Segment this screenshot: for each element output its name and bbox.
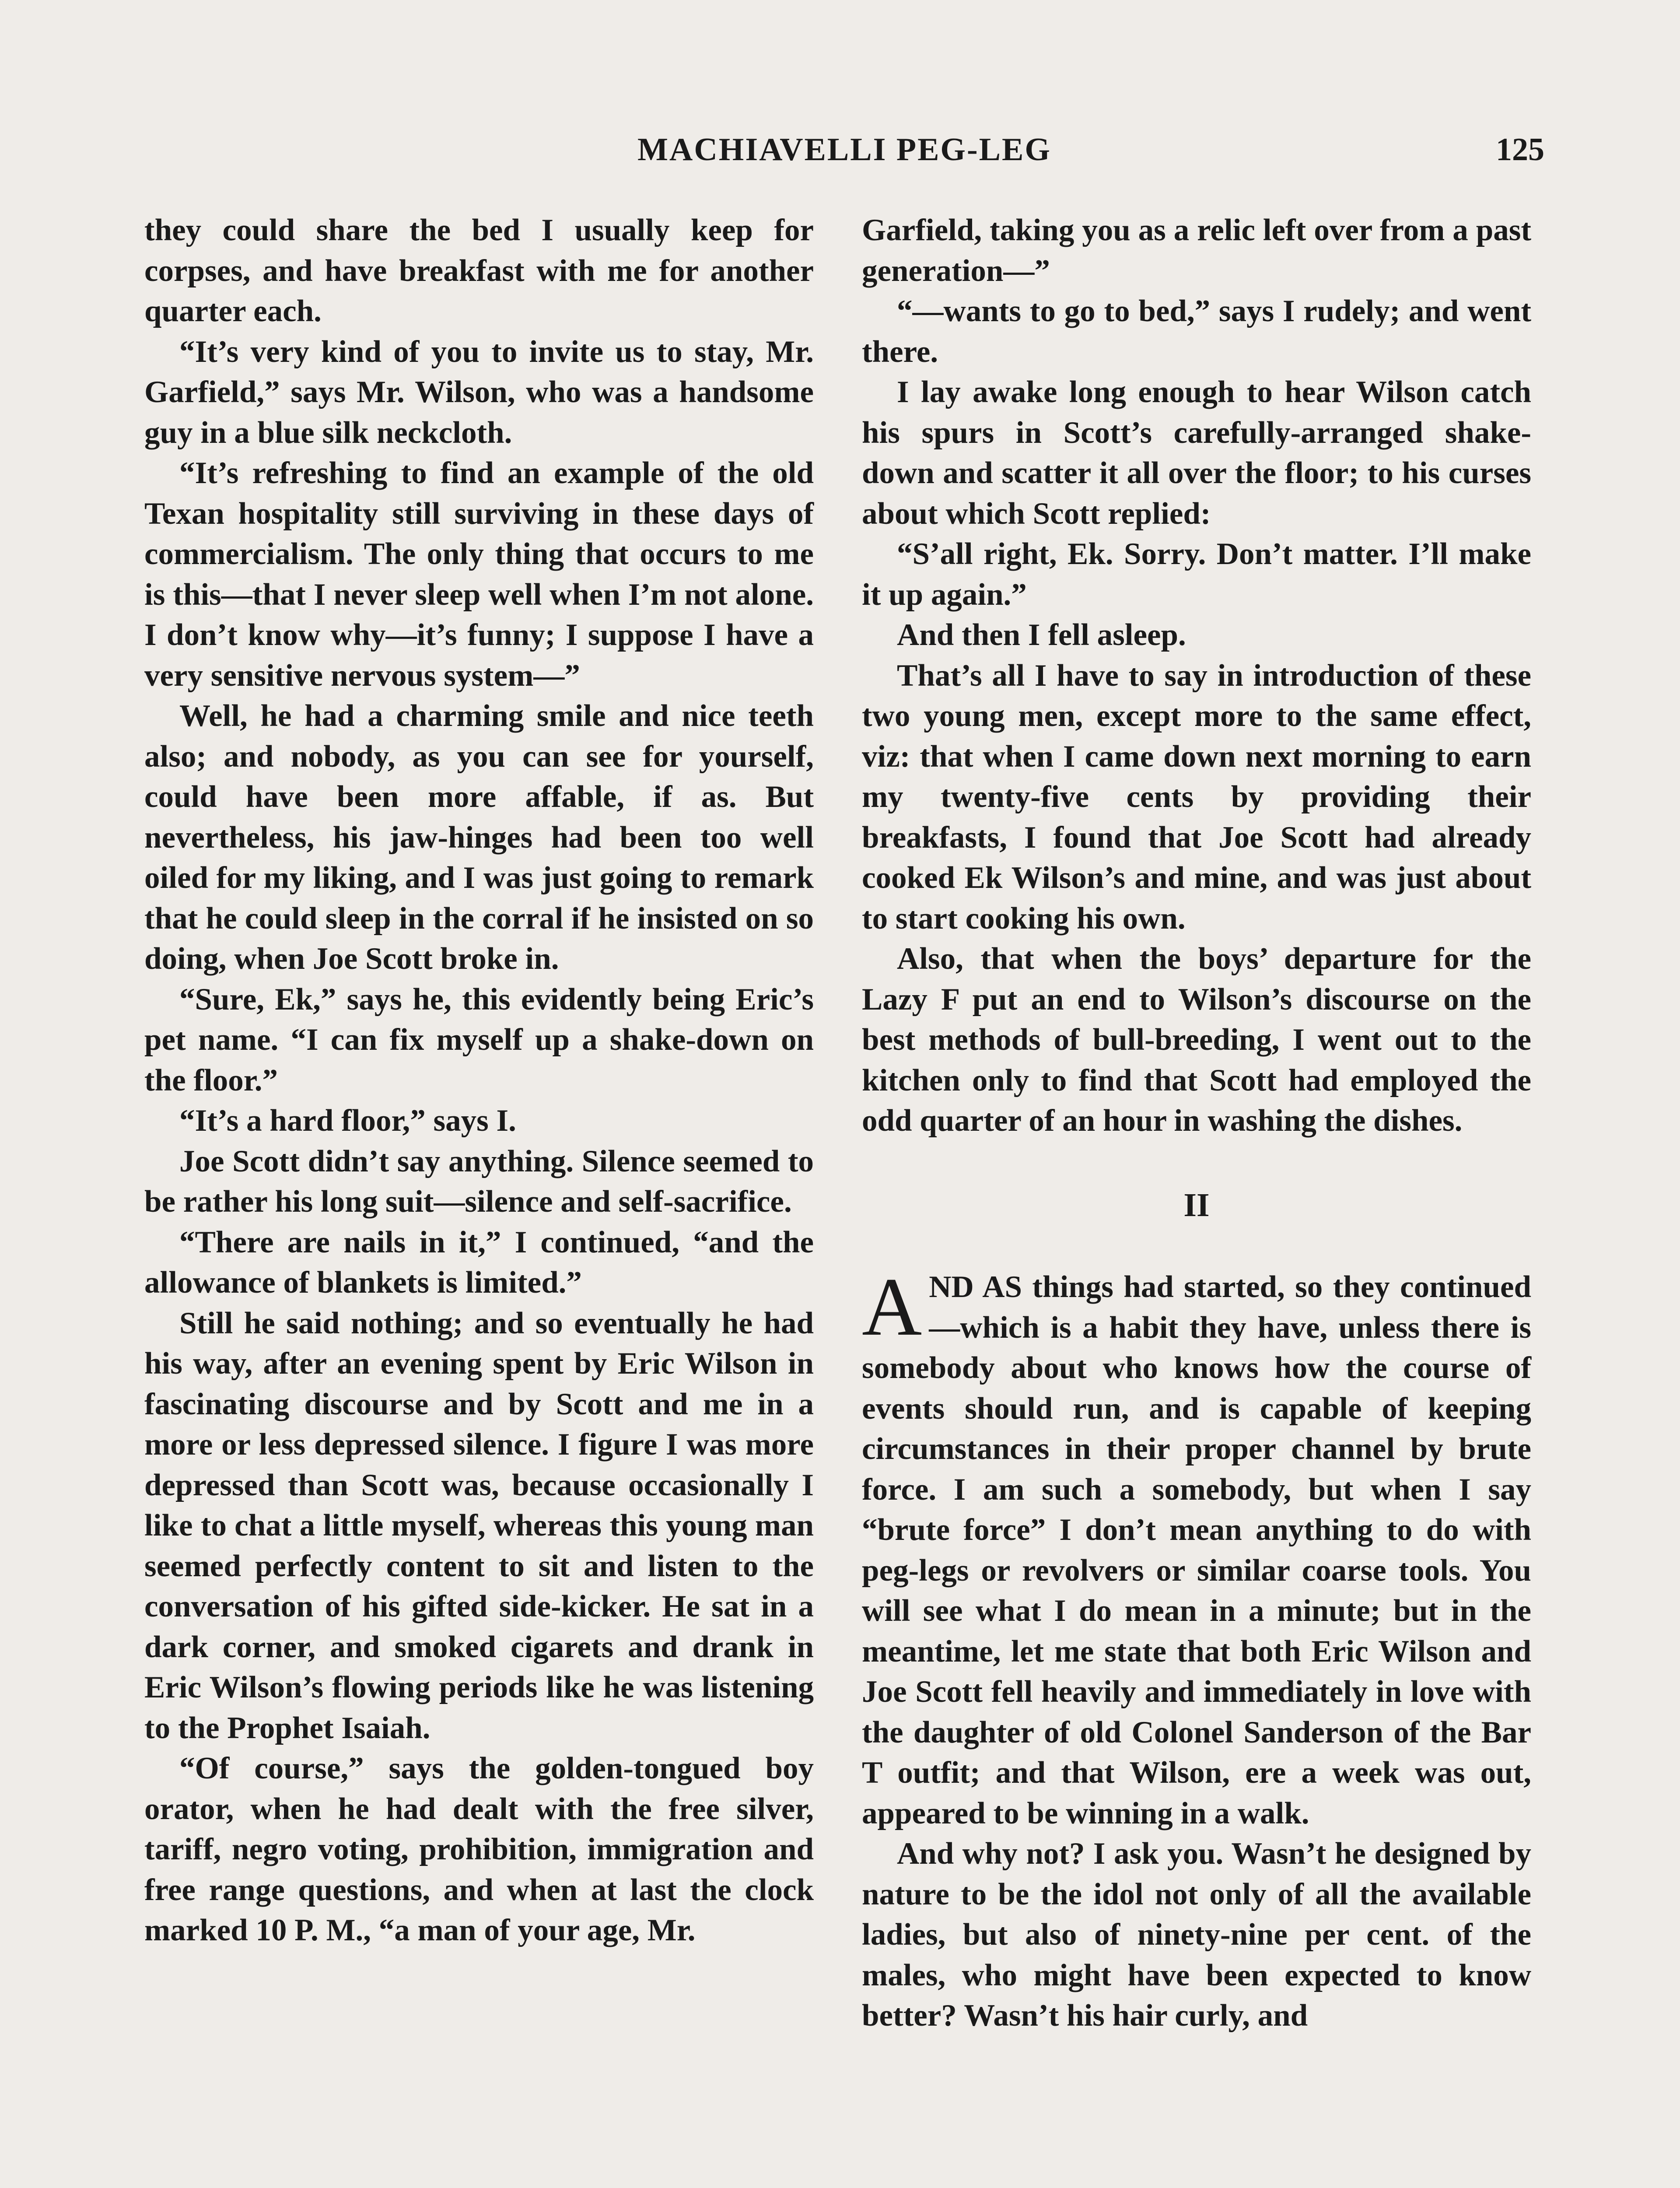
paragraph: Well, he had a charming smile and nice teeth also; and nobody, as you can see for yourself, could have been more affable, if as. But nevertheless, his jaw-hinges had been too well oiled for my liking, and I was just going to remark that he could sleep in the corral if he insisted on so doing, when Joe Scott broke in.: [144, 699, 814, 976]
paragraph-dropcap: [862, 1261, 1531, 1834]
paragraph: “It’s refreshing to find an example of the old Texan hospitality still surviving in these days of commercialism. The only thing that occurs to me is this—that I never sleep well when I’m not alone. I don’t know why—it’s funny; I suppose I have a very sensitive nervous system—”: [144, 456, 814, 693]
paragraph: Garfield, taking you as a relic left over from a past generation—”: [862, 213, 1531, 288]
right-column: [862, 210, 1531, 2036]
paragraph: “Of course,” says the golden-tongued boy orator, when he had dealt with the free silver, tariff, negro voting, prohibition, immigration and free range questions, and when at last the clock marked 10 P. M., “a man of your age, Mr.: [144, 1751, 814, 1947]
paragraph: That’s all I have to say in introduction of these two young men, except more to the same effect, viz: that when I came down next morning to earn my twenty-five cents by providing their breakfasts, I found that Joe Scott had already cooked Ek Wilson’s and mine, and was just about to start cooking his own.: [862, 658, 1531, 936]
paragraph: “There are nails in it,” I continued, “and the allowance of blankets is limited.”: [144, 1225, 814, 1300]
running-title: MACHIAVELLI PEG-LEG: [637, 132, 1051, 168]
paragraph: Still he said nothing; and so eventually he had his way, after an evening spent by Eric Wilson in fascinating discourse and by Scott and me in a more or less depressed silence. I figure I was more depressed than Scott was, because occasionally I like to chat a little myself, whereas this young man seemed perfectly content to sit and listen to the conversation of his gifted side-kicker. He sat in a dark corner, and smoked cigarets and drank in Eric Wilson’s flowing periods like he was listening to the Prophet Isaiah.: [144, 1306, 814, 1745]
paragraph: they could share the bed I usually keep for corpses, and have breakfast with me for another quarter each.: [144, 213, 814, 328]
paragraph: “—wants to go to bed,” says I rudely; and went there.: [862, 294, 1531, 369]
paragraph: And why not? I ask you. Wasn’t he designed by nature to be the idol not only of all the available ladies, but also of ninety-nine per cent. of the males, who might have been expected to know better? Wasn’t his hair curly, and: [862, 1837, 1531, 2033]
section-number: II: [1183, 1186, 1210, 1224]
drop-cap: A: [862, 1261, 922, 1353]
paragraph: And then I fell asleep.: [897, 618, 1186, 652]
running-head: [144, 127, 1544, 179]
paragraph: I lay awake long enough to hear Wilson catch his spurs in Scott’s carefully-arranged shake-down and scatter it all over the floor; to his curses about which Scott replied:: [862, 375, 1531, 531]
paragraph-text: ND AS things had started, so they continued—which is a habit they have, unless there is somebody about who knows how the course of events should run, and is capable of keeping circumstances in their proper channel by brute force. I am such a somebody, but when I say “brute force” I don’t mean anything to do with peg-legs or revolvers or similar coarse tools. You will see what I do mean in a minute; but in the meantime, let me state that both Eric Wilson and Joe Scott fell heavily and immediately in love with the daughter of old Colonel Sanderson of the Bar T outfit; and that Wilson, ere a week was out, appeared to be winning in a walk.: [862, 1270, 1531, 1830]
paragraph: Joe Scott didn’t say anything. Silence seemed to be rather his long suit—silence and self-sacrifice.: [144, 1144, 814, 1219]
paragraph: “S’all right, Ek. Sorry. Don’t matter. I’ll make it up again.”: [862, 537, 1531, 612]
paragraph: “It’s a hard floor,” says I.: [179, 1104, 516, 1138]
page-number: 125: [1496, 132, 1544, 168]
paragraph: “It’s very kind of you to invite us to stay, Mr. Garfield,” says Mr. Wilson, who was a handsome guy in a blue silk neckcloth.: [144, 334, 814, 450]
paragraph: Also, that when the boys’ departure for the Lazy F put an end to Wilson’s discourse on the best methods of bull-breeding, I went out to the kitchen only to find that Scott had employed the odd quarter of an hour in washing the dishes.: [862, 942, 1531, 1138]
left-column: [144, 210, 814, 1951]
paragraph: “Sure, Ek,” says he, this evidently being Eric’s pet name. “I can fix myself up a shake-down on the floor.”: [144, 982, 814, 1098]
